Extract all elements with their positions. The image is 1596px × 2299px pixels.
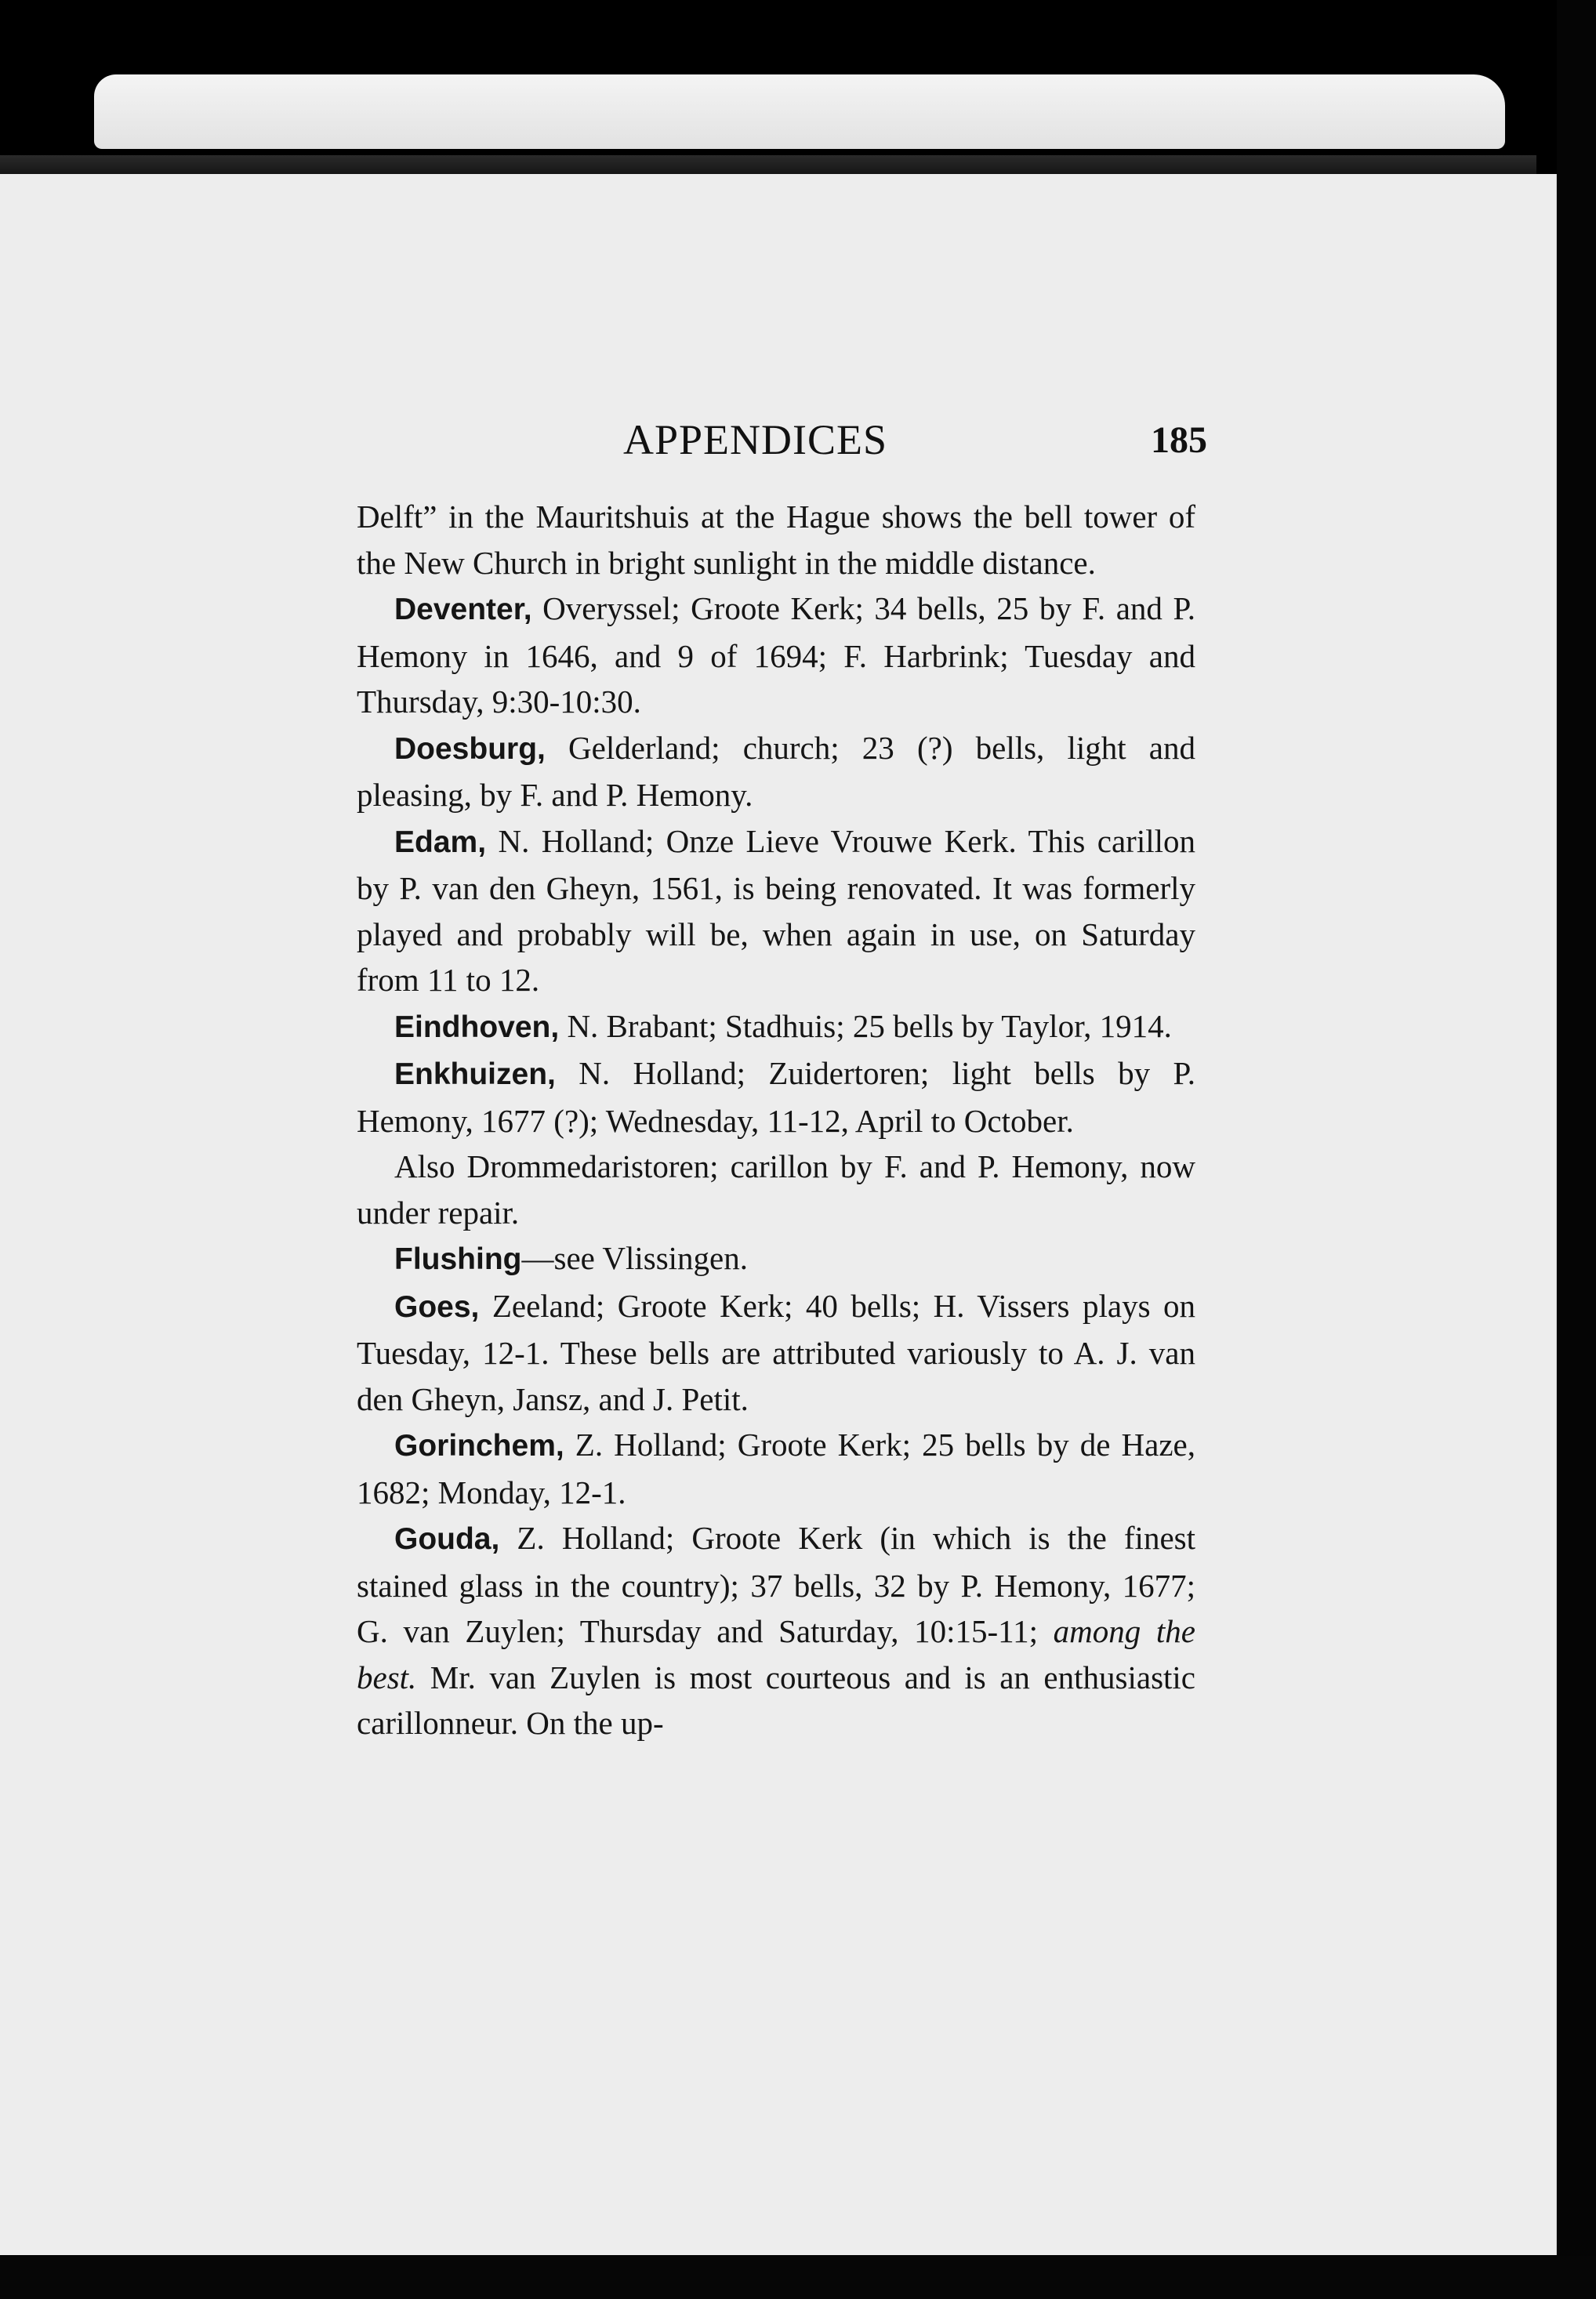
entry-heading: Eindhoven, xyxy=(394,1010,560,1044)
entry-drommedaristoren xyxy=(357,1144,1195,1235)
entry-heading: Doesburg, xyxy=(394,731,546,766)
entry-gouda xyxy=(357,1515,1195,1746)
entry-text: N. Holland; Zuidertoren; light bells by P. Hemony, 1677 (?); Wednesday, 11-12, April to October. xyxy=(357,1055,1195,1139)
entry-text: Also Drommedaristoren; carillon by F. and P. Hemony, now under repair. xyxy=(357,1148,1195,1231)
scanner-bottom-edge xyxy=(0,2256,1596,2299)
body-text xyxy=(357,494,1195,1746)
paragraph-delft: Delft” in the Mauritshuis at the Hague shows the bell tower of the New Church in bright sunlight in the middle distance. xyxy=(357,499,1195,581)
entry-gorinchem xyxy=(357,1422,1195,1515)
entry-text: N. Holland; Onze Lieve Vrouwe Kerk. This carillon by P. van den Gheyn, 1561, is being renovated. It was formerly played and probably will be, when again in use, on Saturday from 11 to 12. xyxy=(357,822,1195,998)
entry-heading: Edam, xyxy=(394,825,487,859)
entry-eindhoven xyxy=(357,1003,1195,1051)
entry-deventer xyxy=(357,586,1195,725)
entry-text: Gelderland; church; 23 (?) bells, light and pleasing, by F. and P. Hemony. xyxy=(357,729,1195,813)
entry-text: Z. Holland; Groote Kerk (in which is the finest stained glass in the country); 37 bells, 32 by P. Hemony, 1677; G. van Zuylen; Thursday and Saturday, 10:15-11; xyxy=(357,1520,1195,1649)
scanner-top-edge xyxy=(94,74,1505,149)
running-title: APPENDICES xyxy=(623,416,888,463)
entry-enkhuizen xyxy=(357,1050,1195,1144)
entry-edam xyxy=(357,818,1195,1003)
entry-heading: Gouda, xyxy=(394,1522,500,1556)
entry-heading: Flushing xyxy=(394,1242,522,1276)
entry-heading: Deventer, xyxy=(394,593,532,626)
scanner-right-edge xyxy=(1557,0,1596,2299)
entry-text-tail: Mr. van Zuylen is most courteous and is an enthusiastic carillonneur. On the up- xyxy=(357,1659,1195,1741)
entry-heading: Enkhuizen, xyxy=(394,1057,556,1091)
entry-text: Zeeland; Groote Kerk; 40 bells; H. Vissers plays on Tuesday, 12-1. These bells are attributed variously to A. J. van den Gheyn, Jansz, and J. Petit. xyxy=(357,1287,1195,1417)
entry-text: Overyssel; Groote Kerk; 34 bells, 25 by F. and P. Hemony in 1646, and 9 of 1694; F. Harbrink; Tuesday and Thursday, 9:30-10:30. xyxy=(357,590,1195,720)
page-number: 185 xyxy=(1151,419,1207,461)
entry-doesburg xyxy=(357,725,1195,818)
entry-goes xyxy=(357,1283,1195,1423)
entry-heading: Goes, xyxy=(394,1289,480,1324)
page-header xyxy=(623,415,1207,470)
entry-text: N. Brabant; Stadhuis; 25 bells by Taylor, 1914. xyxy=(559,1007,1172,1044)
entry-heading: Gorinchem, xyxy=(394,1429,564,1463)
entry-flushing xyxy=(357,1235,1195,1283)
entry-text: Z. Holland; Groote Kerk; 25 bells by de Haze, 1682; Monday, 12-1. xyxy=(357,1427,1195,1510)
entry-emphasis: among the best. xyxy=(357,1613,1195,1695)
entry-text: —see Vlissingen. xyxy=(521,1240,748,1276)
